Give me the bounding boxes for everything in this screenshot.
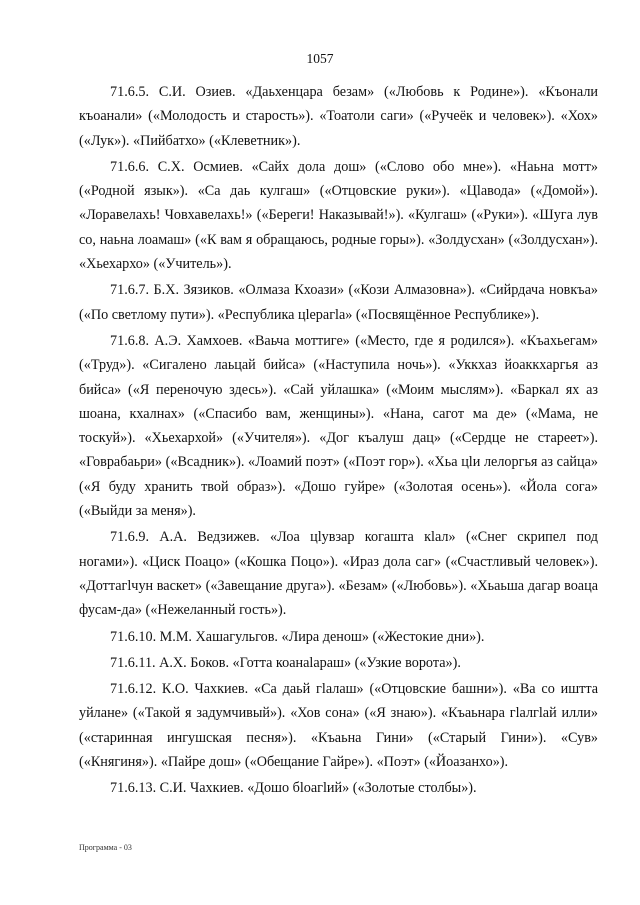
paragraph-71-6-9: 71.6.9. А.А. Ведзижев. «Лоа цlувзар когашта кlал» («Снег скрипел под ногами»). «Циск Поацо» («Кошка Поцо»). «Ираз дола саг» («Счастливый человек»). «Доттагlчун васкет» («Завещание друга»). «Безам» («Любовь»). «Хьаьша дагар воаца фусам-да» («Нежеланный гость»).	[79, 529, 598, 619]
paragraph-71-6-5: 71.6.5. С.И. Озиев. «Даьхенцара безам» («Любовь к Родине»). «Къонали къоанали» («Молодость и старость»). «Тоатоли саги» («Ручеёк и человек»). «Хох» («Лук»). «Пийбатхо» («Клеветник»).	[79, 84, 598, 149]
paragraph-71-6-12: 71.6.12. К.О. Чахкиев. «Са даьй гlалаш» («Отцовские башни»). «Ва со иштта уйлане» («Такой я задумчивый»). «Хов сона» («Я знаю»). «Къаьнара гlалгlай илли» («старинная ингушская песня»). «Къаьна Гини» («Старый Гини»). «Сув» («Княгиня»). «Пайре дош» («Обещание Гайре»). «Поэт» («Йоазанхо»).	[79, 681, 598, 771]
paragraph-71-6-8: 71.6.8. А.Э. Хамхоев. «Ваьча моттиге» («Место, где я родился»). «Къахьегам» («Труд»). «Сигалено лаьцай бийса» («Наступила ночь»). «Уккхаз йоаккхаргья аз бийса» («Я переночую здесь»). «Сай уйлашка» («Моим мыслям»). «Баркал ях аз шоана, кхалнах» («Спасибо вам, женщины»). «Нана, сагот ма де» («Мама, не тоскуй»). «Хьехархой» («Учителя»). «Дог къалуш дац» («Сердце не стареет»). «Говрабаьри» («Всадник»). «Лоамий поэт» («Поэт гор»). «Хьа цlи лелоргья аз сайца» («Я буду хранить твой образ»). «Дошо гуйре» («Золотая осень»). «Йола сога» («Выйди за меня»).	[79, 332, 598, 520]
footer-label: Программа - 03	[79, 843, 132, 852]
page-number: 1057	[306, 51, 334, 66]
document-body	[79, 80, 598, 803]
paragraph-71-6-11: 71.6.11. А.Х. Боков. «Готта коанаlараш» («Узкие ворота»).	[110, 654, 461, 671]
paragraph-71-6-7: 71.6.7. Б.Х. Зязиков. «Олмаза Кхоази» («Кози Алмазовна»). «Сийрдача новкъа» («По светлому пути»). «Республика цlерагlа» («Посвящённое Республике»).	[79, 282, 598, 323]
paragraph-71-6-13: 71.6.13. С.И. Чахкиев. «Дошо бlоагlий» («Золотые столбы»).	[110, 780, 477, 797]
paragraph-71-6-10: 71.6.10. М.М. Хашагульгов. «Лира денош» («Жестокие дни»).	[110, 628, 485, 645]
paragraph-71-6-6: 71.6.6. С.Х. Осмиев. «Сайх дола дош» («Слово обо мне»). «Наьна мотт» («Родной язык»). «Са даь кулгаш» («Отцовские руки»). «Цlавода» («Домой»). «Лоравелахь! Човхавелахь!» («Береги! Наказывай!»). «Кулгаш» («Руки»). «Шуга лув со, наьна лоамаш» («К вам я обращаюсь, родные горы»). «Золдусхан» («Золдусхан»). «Хьехархо» («Учитель»).	[79, 158, 598, 273]
